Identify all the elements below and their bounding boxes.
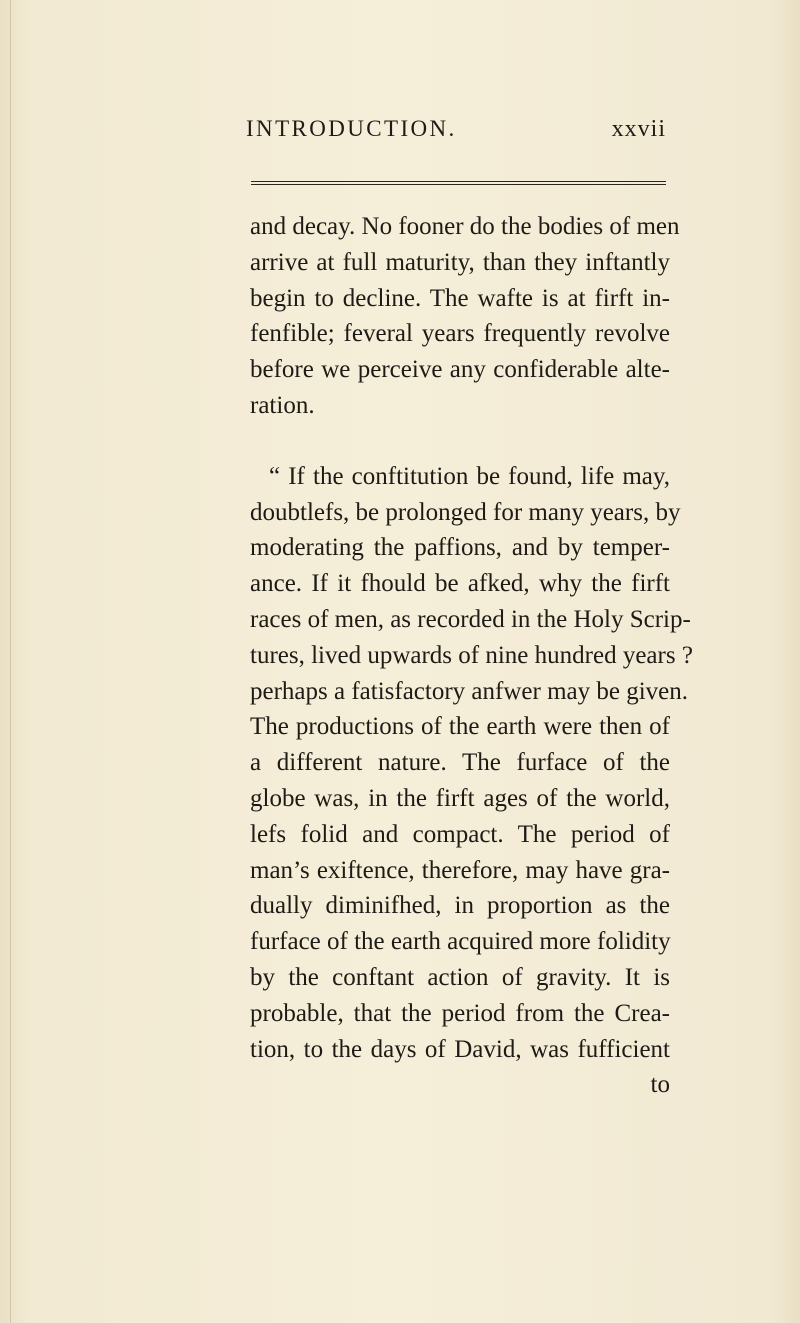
text-line: and decay. No fooner do the bodies of men [250,213,680,240]
text-line: globe was, in the firft ages of the world, [250,784,670,812]
page-number: xxvii [611,116,666,142]
text-line: arrive at full maturity, than they inftantly [250,248,670,276]
text-line: ance. If it fhould be afked, why the firft [250,570,670,598]
text-line: moderating the paffions, and by temper- [250,534,670,562]
text-line: begin to decline. The wafte is at firft in- [250,284,670,312]
paragraph-gap [250,424,670,459]
text-line: perhaps a fatisfactory anfwer may be given. [250,677,689,705]
paragraph-1 [250,209,680,424]
text-line: ration. [250,391,315,419]
text-line: a different nature. The furface of the [250,749,670,777]
text-line: fenfible; feveral years frequently revolve [250,320,670,348]
text-line: doubtlefs, be prolonged for many years, by [250,498,681,526]
text-line: races of men, as recorded in the Holy Scrip- [250,605,691,633]
text-line: lefs folid and compact. The period of [250,820,670,848]
text-line: probable, that the period from the Crea- [250,999,670,1027]
text-line: dually diminifhed, in proportion as the [250,892,670,920]
text-line: by the conftant action of gravity. It is [250,963,670,991]
text-line: tures, lived upwards of nine hundred years ? [250,641,693,669]
catchword: to [650,1071,670,1099]
text-line: man’s exiftence, therefore, may have gra- [250,856,670,884]
header-rule [251,181,666,186]
running-head: INTRODUCTION. [246,116,457,141]
body-text [250,209,693,1103]
text-line: “ If the conftitution be found, life may, [269,462,670,490]
text-line: furface of the earth acquired more folidity [250,928,671,956]
text-line: tion, to the days of David, was fufficient [250,1035,670,1063]
gutter-edge [10,0,11,1323]
page-header [246,116,666,152]
paragraph-2 [250,459,693,1068]
text-line: The productions of the earth were then of [250,713,670,741]
text-line: before we perceive any confiderable alte- [250,356,670,384]
